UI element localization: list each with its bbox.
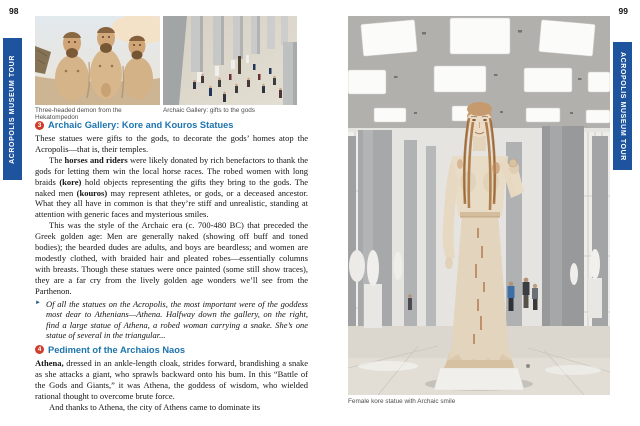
paragraph: The horses and riders were likely donated by rich benefactors to thank the gods for letting them win the local horse races. The robed women with long braids (kore) hold objects representing the gifts they bring to the gods. The naked men (kouros) may represent athletes, or gods, or a deceased ancestor. What they all have in common is that they’re stiff and unrealistic, standing at attention with generic faces and mysterious smiles. — [35, 154, 308, 220]
chapter-tab-right — [613, 42, 632, 170]
gallery-aerial-illustration — [163, 16, 297, 105]
photo-caption-demon: Three-headed demon from the Hekatompedon — [35, 107, 122, 121]
page-number-left: 98 — [9, 6, 19, 16]
tour-stop-number-badge: 3 — [35, 121, 44, 130]
section-heading-pediment — [35, 345, 308, 355]
photo-archaic-gallery — [163, 16, 297, 105]
section-paragraphs-archaic — [35, 133, 308, 341]
body-text-column — [35, 120, 308, 426]
paragraph: And thanks to Athena, the city of Athens came to dominate its — [49, 401, 261, 412]
kore-statue-illustration — [348, 16, 610, 395]
section-paragraphs-pediment — [35, 358, 308, 413]
paragraph: Athena, dressed in an ankle-length cloak, strides forward, brandishing a snake as she attacks a giant, who sprawls backward onto his bum. In this “Battle of the Gods and Giants,” it was Athena, the goddess of wisdom, who wielded rational thought to overcome brute force. — [35, 357, 308, 401]
section-title: Pediment of the Archaios Naos — [48, 344, 186, 355]
three-headed-demon-illustration — [35, 16, 160, 105]
photo-caption-kore: Female kore statue with Archaic smile — [348, 398, 456, 405]
photo-caption-gallery: Archaic Gallery: gifts to the gods — [163, 107, 255, 114]
chapter-tab-label: ACROPOLIS MUSEUM TOUR — [9, 54, 16, 164]
pointer-arrow-icon: ► — [35, 299, 41, 306]
paragraph: This was the style of the Archaic era (c. 700-480 BC) that preceded the Greek golden age: Men are generally naked (showing off buff and toned bodies); the bearded dudes are adults, and boys are beardless; and women are modestly clothed, with braided hair and pleated robes—essentially columns with breasts. Though these statues were once painted (some still show traces), they are a far cry from the lively golden age wonders we’ll see from the Parthenon. — [35, 220, 308, 296]
page-number-right: 99 — [618, 6, 628, 16]
photo-three-headed-demon — [35, 16, 160, 105]
chapter-tab-label: ACROPOLIS MUSEUM TOUR — [619, 51, 626, 161]
section-title: Archaic Gallery: Kore and Kouros Statues — [48, 120, 234, 130]
paragraph: ► Of all the statues on the Acropolis, the most important were of the goddess most dear to Athenians—Athena. Halfway down the gallery, on the right, find a large statue of Athena, a robed woman carrying a snake. She’s one statue of several in the triangular... — [35, 298, 308, 341]
tour-stop-number-badge: 4 — [35, 345, 44, 354]
chapter-tab-left — [3, 38, 22, 180]
section-heading-archaic-gallery — [35, 120, 308, 130]
paragraph: These statues were gifts to the gods, to decorate the gods’ homes atop the Acropolis—that is, their temples. — [35, 133, 308, 154]
photo-kore-statue — [348, 16, 610, 395]
